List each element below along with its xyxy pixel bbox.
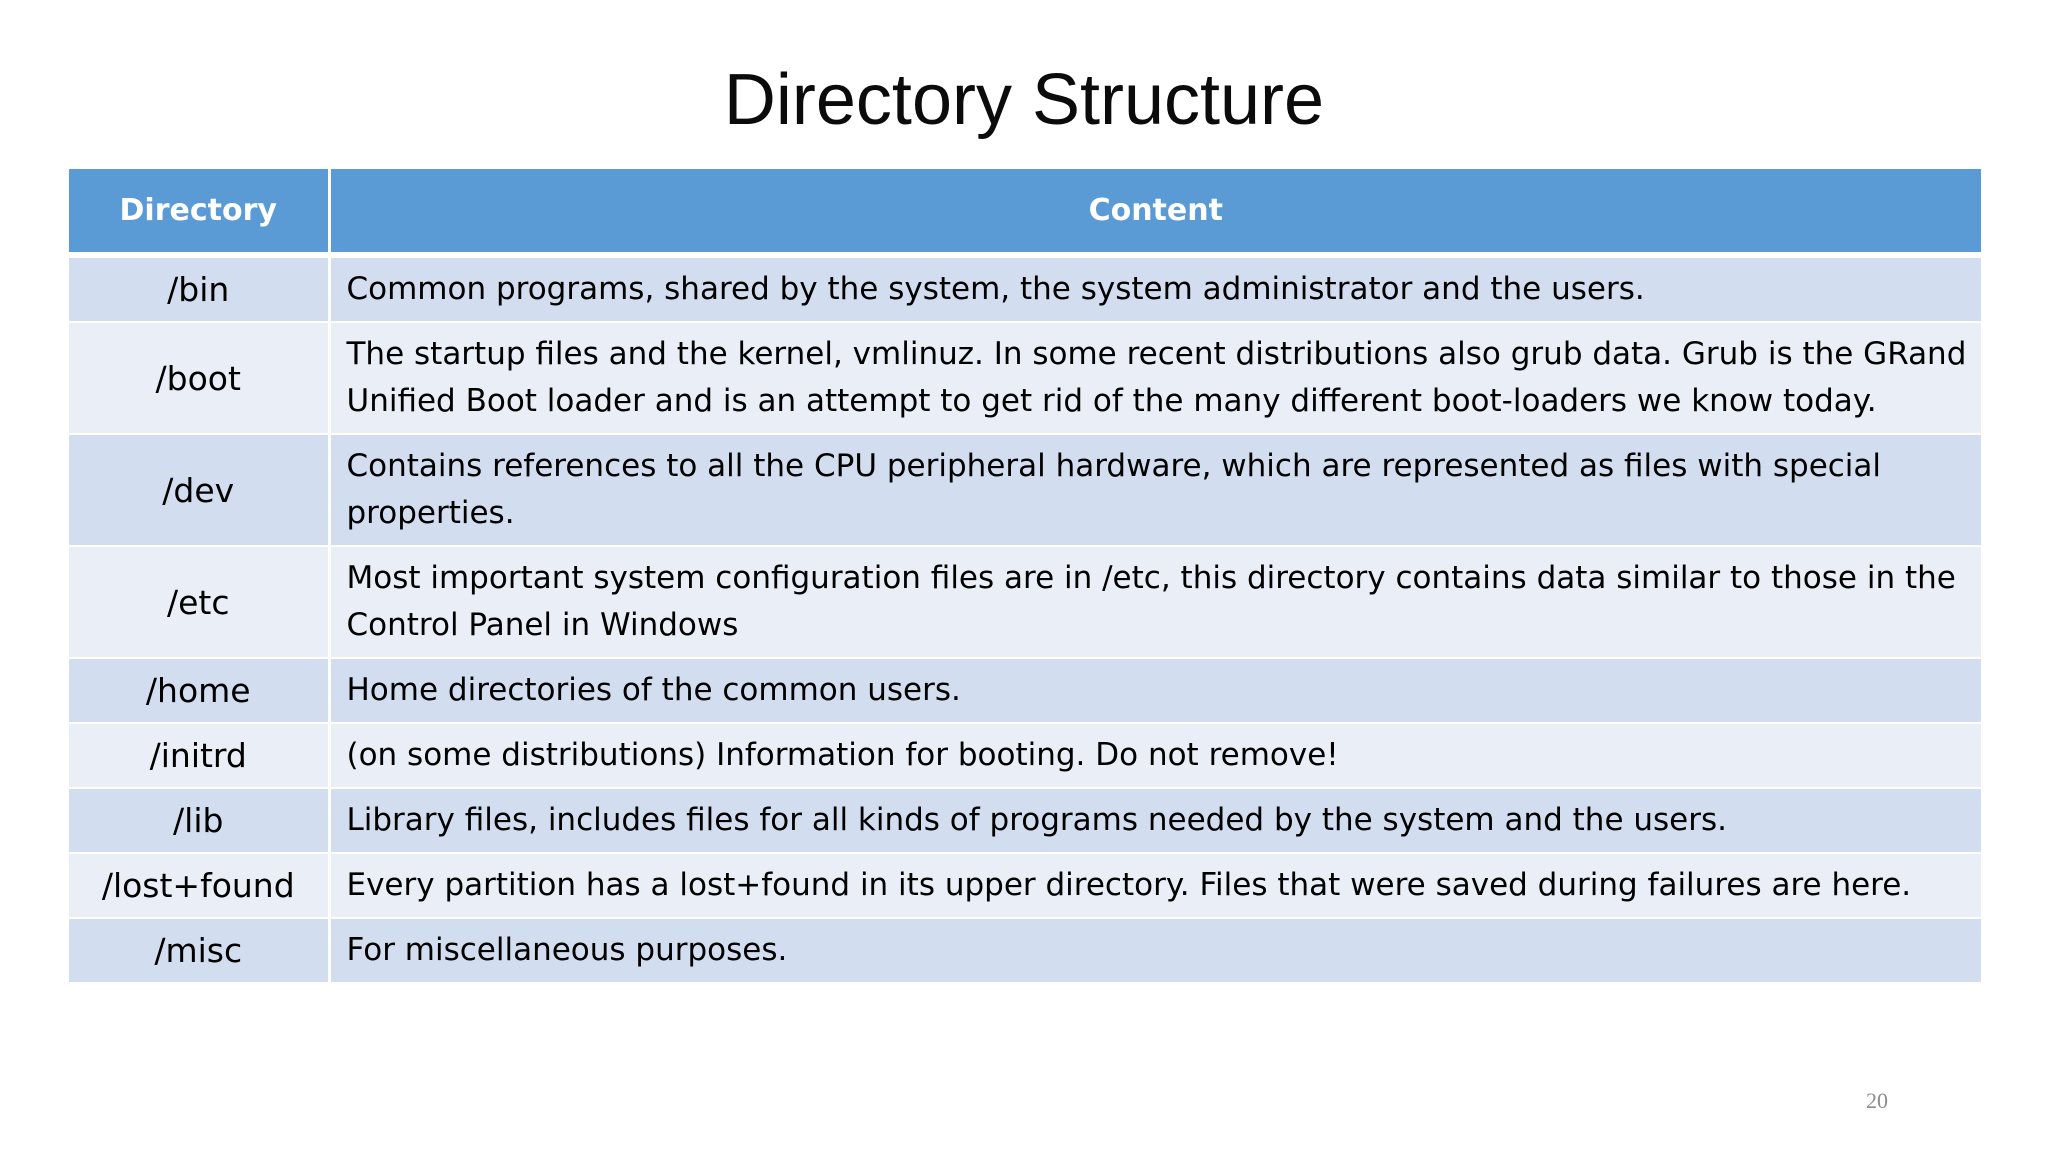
directory-cell: /dev — [69, 434, 329, 546]
content-cell: (on some distributions) Information for booting. Do not remove! — [329, 723, 1981, 788]
directory-cell: /boot — [69, 322, 329, 434]
content-cell: For miscellaneous purposes. — [329, 918, 1981, 983]
directory-cell: /initrd — [69, 723, 329, 788]
table-row — [69, 788, 1981, 853]
table-row — [69, 918, 1981, 983]
content-cell: Common programs, shared by the system, the system administrator and the users. — [329, 255, 1981, 322]
content-cell: Home directories of the common users. — [329, 658, 1981, 723]
content-cell: Most important system configuration files are in /etc, this directory contains data similar to those in the Control Panel in Windows — [329, 546, 1981, 658]
table-row — [69, 434, 1981, 546]
directory-cell: /etc — [69, 546, 329, 658]
header-content: Content — [329, 169, 1981, 255]
table-row — [69, 546, 1981, 658]
content-cell: Every partition has a lost+found in its upper directory. Files that were saved during failures are here. — [329, 853, 1981, 918]
content-cell: Contains references to all the CPU peripheral hardware, which are represented as files with special properties. — [329, 434, 1981, 546]
header-directory: Directory — [69, 169, 329, 255]
content-cell: Library files, includes files for all kinds of programs needed by the system and the users. — [329, 788, 1981, 853]
directory-table — [69, 169, 1981, 984]
table-header-row — [69, 169, 1981, 255]
directory-cell: /lib — [69, 788, 329, 853]
slide-title: Directory Structure — [723, 60, 1325, 140]
content-cell: The startup files and the kernel, vmlinuz. In some recent distributions also grub data. Grub is the GRand Unified Boot loader and is an attempt to get rid of the many different boot-loaders we know today. — [329, 322, 1981, 434]
directory-cell: /misc — [69, 918, 329, 983]
page-number: 20 — [1866, 1088, 1888, 1113]
table-row — [69, 322, 1981, 434]
table-row — [69, 853, 1981, 918]
table-row — [69, 658, 1981, 723]
directory-cell: /home — [69, 658, 329, 723]
directory-cell: /bin — [69, 255, 329, 322]
directory-cell: /lost+found — [69, 853, 329, 918]
table-row — [69, 723, 1981, 788]
table-row — [69, 255, 1981, 322]
